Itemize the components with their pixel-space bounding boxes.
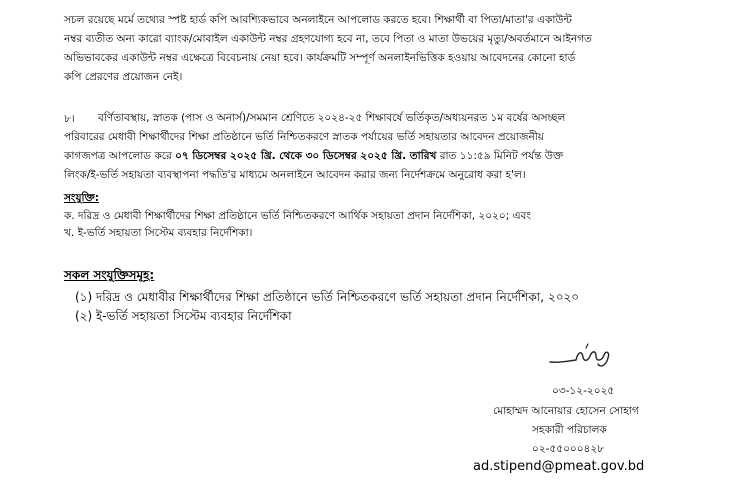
intro-line: অভিভাবকের একাউন্ট নম্বর এক্ষেত্রে বিবেচনায় নেয়া হবে। কার্যক্রমটি সম্পূর্ণ অনলাইনভিত্তিক হওয়ায় আবেদনের কোনো হার্ড xyxy=(64,52,576,64)
item-8-line xyxy=(64,147,565,166)
attachment-item: খ. ই-ভর্তি সহায়তা সিস্টেম ব্যবহার নির্দেশিকা। xyxy=(64,227,253,239)
attachment-item: ক. দরিদ্র ও মেধাবী শিক্ষার্থীদের শিক্ষা প্রতিষ্ঠানে ভর্তি নিশ্চিতকরণে আর্থিক সহায়তা প্রদান নির্দেশিকা, ২০২০; এবং xyxy=(64,210,531,222)
signatory-email[interactable]: ad.stipend@pmeat.gov.bd xyxy=(473,459,645,474)
item-8-line: বর্ণিতাবস্থায়, স্নাতক (পাস ও অনার্স)/সমমান শ্রেণিতে ২০২৪-২৫ শিক্ষাবর্ষে ভর্তিকৃত/অধ্যয়নরত ১ম বর্ষের অসচ্ছল xyxy=(98,112,566,124)
signature-image xyxy=(548,342,614,370)
attachments-heading: সংযুক্তি: xyxy=(64,192,99,204)
item-8-line3-post: রাত ১১:৫৯ মিনিট পর্যন্ত উক্ত xyxy=(436,150,564,162)
intro-line: নম্বর ব্যতীত অন্য কারো ব্যাংক/মোবাইল একাউন্ট নম্বর গ্রহণযোগ্য হবে না, তবে পিতা ও মাতা উভয়ের মৃত্যু/অবর্তমানে আইনগত xyxy=(64,33,592,45)
attachment-link[interactable]: (২) ই-ভর্তি সহায়তা সিস্টেম ব্যবহার নির্দেশিকা xyxy=(75,309,292,323)
intro-line: সচল রয়েছে মর্মে তথ্যের স্পষ্ট হার্ড কপি আবশ্যিকভাবে অনলাইনে আপলোড করতে হবে। শিক্ষার্থী বা পিতা/মাতা'র একাউন্ট xyxy=(64,14,572,26)
attachment-link[interactable]: (১) দরিদ্র ও মেধাবীর শিক্ষার্থীদের শিক্ষা প্রতিষ্ঠানে ভর্তি নিশ্চিতকরণে ভর্তি সহায়তা প্রদান নির্দেশিকা, ২০২০ xyxy=(75,290,580,304)
signatory-name: মোহাম্মদ আনোয়ার হোসেন সোহাগ xyxy=(493,405,639,417)
item-8-paragraph xyxy=(64,109,565,185)
signatory-phone: ০২-৫৫০০০৪২৮ xyxy=(532,443,605,455)
signature-date: ০৩-১২-২০২৫ xyxy=(552,385,615,397)
intro-paragraph xyxy=(64,11,592,87)
item-8-number: ৮। xyxy=(64,113,75,125)
item-8-line3-pre: কাগজপত্র আপলোড করে xyxy=(64,150,176,162)
intro-line: কপি প্রেরণের প্রয়োজন নেই। xyxy=(64,71,183,83)
application-deadline: ০৭ ডিসেম্বর ২০২৫ খ্রি. থেকে ৩০ ডিসেম্বর ২০২৫ খ্রি. তারিখ xyxy=(175,150,437,162)
item-8-line: লিংক/ই-ভর্তি সহায়তা ব্যবস্থাপনা পদ্ধতি'র মাধ্যমে অনলাইনে আবেদন করার জন্য নির্দেশক্রমে অনুরোধ করা হ'ল। xyxy=(64,169,526,181)
signatory-designation: সহকারী পরিচালক xyxy=(532,424,607,436)
item-8-line: পরিবারের মেধাবী শিক্ষার্থীদের শিক্ষা প্রতিষ্ঠানে ভর্তি নিশ্চিতকরণে স্নাতক পর্যায়ের ভর্তি সহায়তার আবেদন প্রয়োজনীয় xyxy=(64,131,544,143)
all-attachments-heading: সকল সংযুক্তিসমূহ: xyxy=(64,268,155,282)
